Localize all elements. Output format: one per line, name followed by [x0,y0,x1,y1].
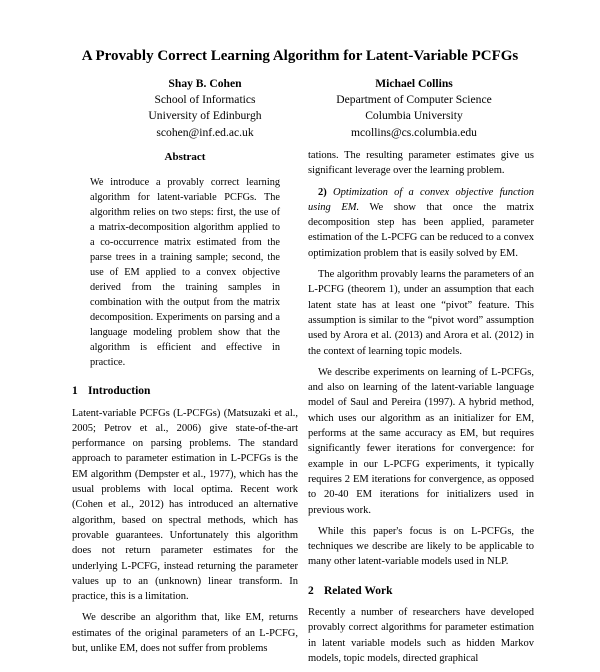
author-affiliation: Department of Computer Science [336,93,492,107]
author-name: Michael Collins [375,77,453,90]
author-affiliation: School of Informatics [154,93,256,107]
section-heading-related-work [308,584,534,599]
abstract-text: We introduce a provably correct learning algorithm for latent-variable PCFGs. The algorithm relies on two steps: first, the use of a matrix-decomposition algorithm applied to a co-occurrence matrix estimated from the parse trees in a training sample; second, the use of EM applied to a convex objective derived from the training samples in combination with the output from the matrix decomposition. Experiments on parsing and a language modeling problem show that the algorithm is efficient and effective in practice. [90,177,280,369]
paragraph-experiments: We describe experiments on learning of L-PCFGs, and also on learning of the latent-variable language model of Saul and Pereira (1997). A hybrid method, which uses our algorithm as an initializer for EM, performs at the same accuracy as EM, but requires significantly fewer iterations for convergence: for example in our L-PCFG experiments, it typically requires 2 EM iterations for convergence, as opposed to 20-40 EM iterations for initializers used in previous work. [308,366,534,516]
item-number: 2) [318,186,327,198]
intro-paragraph-2: We describe an algorithm that, like EM, returns estimates of the original parameters of an L-PCFG, but, unlike EM, does not suffer from problems [72,612,298,655]
intro-paragraph-1: Latent-variable PCFGs (L-PCFGs) (Matsuzaki et al., 2005; Petrov et al., 2006) give state-of-the-art performance on parsing problems. The standard approach to parameter estimation in L-PCFGs is the EM algorithm (Dempster et al., 1977), which has the usual problems with local optima. Recent work (Cohen et al., 2012) has introduced an alternative algorithm, based on spectral methods, which has provable guarantees. Unfortunately this algorithm does not return parameter estimates for the underlying L-PCFG, instead returning the parameter values up to an (unknown) linear transform. In practice, this is a limitation. [72,407,298,603]
author-institution: University of Edinburgh [148,109,262,123]
paragraph-learns: The algorithm provably learns the parameters of an L-PCFG (theorem 1), under an assumption that each latent state has at least one “pivot” feature. This assumption is similar to the “pivot word” assumption used by Arora et al. (2013) and Arora et al. (2012) in the context of learning topic models. [308,269,534,357]
item-title: Optimization of a convex objective function using EM. [308,186,535,213]
section-number: 1 [72,385,78,398]
section-number: 2 [308,584,314,597]
author-name: Shay B. Cohen [168,77,242,90]
paragraph-focus: While this paper's focus is on L-PCFGs, the techniques we describe are likely to be applicable to many other latent-variable models used in NLP. [308,525,534,568]
right-column [308,148,534,672]
author-institution: Columbia University [365,109,463,123]
section-heading-introduction [72,384,298,399]
contribution-item-2 [308,185,534,261]
author-email: scohen@inf.ed.ac.uk [156,125,254,139]
section-title: Introduction [88,385,151,398]
abstract-heading: Abstract [164,151,206,163]
left-column [72,150,298,662]
author-block-1 [95,76,315,141]
author-block-2 [304,76,524,141]
paper-title: A Provably Correct Learning Algorithm for Latent-Variable PCFGs [81,48,519,64]
related-paragraph-1: Recently a number of researchers have developed provably correct algorithms for parameter estimation in latent variable models such as hidden Markov models, topic models, directed graphical [308,607,534,664]
section-title: Related Work [324,584,393,597]
item-text: We show that once the matrix decomposition step has been applied, parameter estimation of the L-PCFG can be reduced to a convex optimization problem that is easily solved by EM. [308,201,534,259]
paragraph-continuation: tations. The resulting parameter estimates give us significant leverage over the learning problem. [308,150,534,177]
author-email: mcollins@cs.columbia.edu [351,125,477,139]
